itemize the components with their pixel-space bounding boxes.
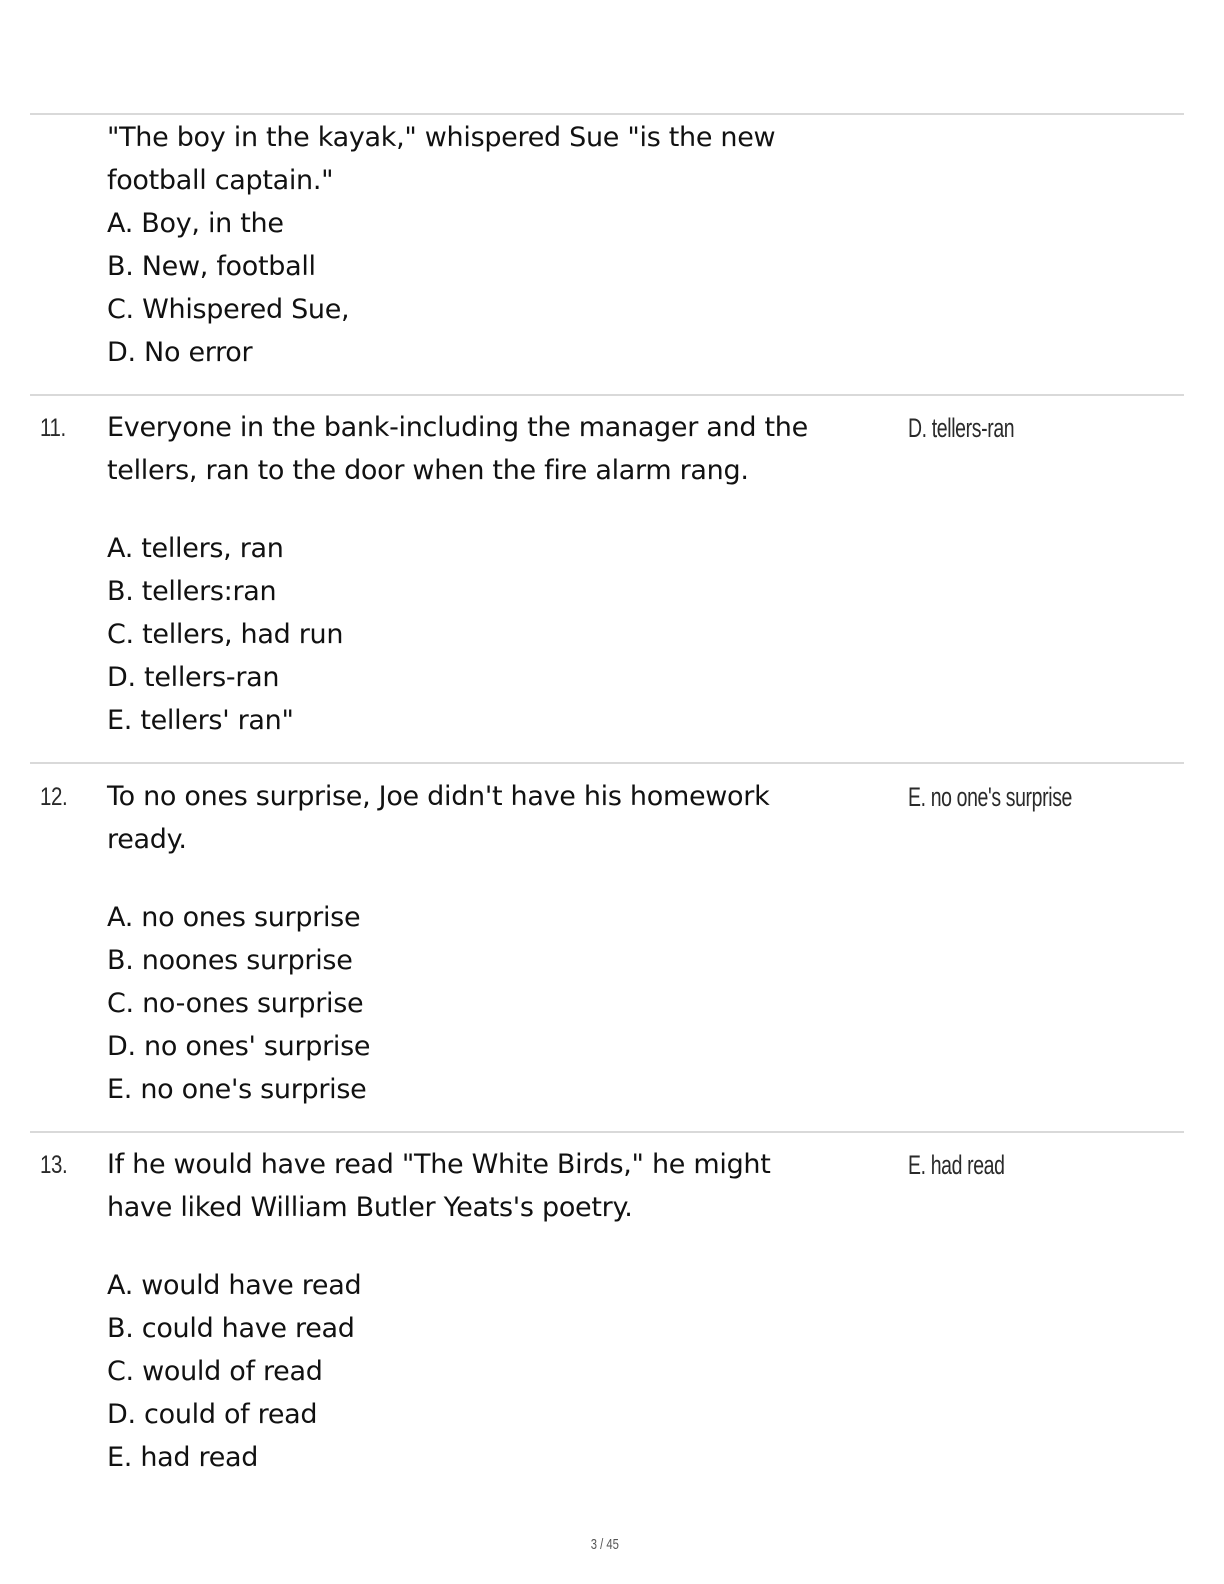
page-indicator: 3 / 45 xyxy=(590,1536,620,1553)
question-text-line: football captain." xyxy=(107,165,334,196)
page-footer xyxy=(0,1536,1210,1553)
answer-key: E. had read xyxy=(908,1150,1005,1180)
question-number: 13. xyxy=(40,1151,68,1179)
option-item: B. New, football xyxy=(107,251,316,282)
option-item: B. could have read xyxy=(107,1313,355,1344)
option-item: C. no-ones surprise xyxy=(107,988,364,1019)
divider xyxy=(30,113,1184,115)
question-text xyxy=(107,775,897,861)
option-item: E. tellers' ran" xyxy=(107,705,294,736)
options-list xyxy=(107,1264,361,1479)
option-item: D. No error xyxy=(107,337,253,368)
option-item: E. had read xyxy=(107,1442,259,1473)
question-text-line: tellers, ran to the door when the fire alarm rang. xyxy=(107,455,749,486)
option-item: C. would of read xyxy=(107,1356,323,1387)
divider xyxy=(30,394,1184,396)
options-list xyxy=(107,527,343,742)
question-number: 11. xyxy=(40,414,66,442)
question-text-line: Everyone in the bank-including the manager and the xyxy=(107,412,808,443)
option-item: D. could of read xyxy=(107,1399,318,1430)
question-number: 12. xyxy=(40,783,68,811)
question-text xyxy=(107,1143,897,1229)
option-item: E. no one's surprise xyxy=(107,1074,367,1105)
option-item: A. tellers, ran xyxy=(107,533,284,564)
question-text-line: If he would have read "The White Birds," he might xyxy=(107,1149,771,1180)
options-list-continued xyxy=(107,202,349,374)
question-text-line: have liked William Butler Yeats's poetry. xyxy=(107,1192,633,1223)
option-item: A. would have read xyxy=(107,1270,362,1301)
question-text-continued xyxy=(107,116,897,202)
options-list xyxy=(107,896,370,1111)
option-item: B. noones surprise xyxy=(107,945,353,976)
option-item: A. Boy, in the xyxy=(107,208,284,239)
question-text-line: "The boy in the kayak," whispered Sue "is the new xyxy=(107,122,776,153)
option-item: D. tellers-ran xyxy=(107,662,280,693)
option-item: D. no ones' surprise xyxy=(107,1031,371,1062)
question-text-line: To no ones surprise, Joe didn't have his homework xyxy=(107,781,770,812)
question-text xyxy=(107,406,897,492)
divider xyxy=(30,762,1184,764)
answer-key: D. tellers-ran xyxy=(908,413,1015,443)
question-text-line: ready. xyxy=(107,824,187,855)
option-item: B. tellers:ran xyxy=(107,576,277,607)
answer-key: E. no one's surprise xyxy=(908,782,1073,812)
divider xyxy=(30,1131,1184,1133)
option-item: A. no ones surprise xyxy=(107,902,361,933)
option-item: C. tellers, had run xyxy=(107,619,344,650)
option-item: C. Whispered Sue, xyxy=(107,294,350,325)
